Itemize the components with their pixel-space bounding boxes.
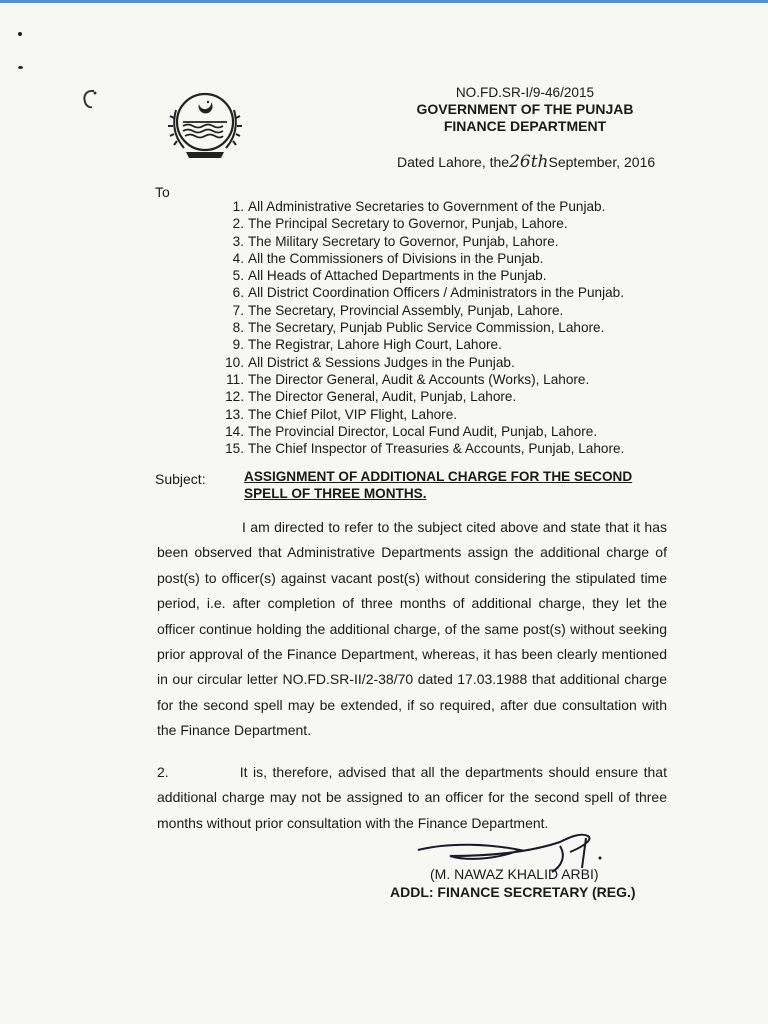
to-label: To [155, 184, 170, 200]
list-item: 7. The Secretary, Provincial Assembly, Punjab, Lahore. [232, 302, 564, 318]
reference-number: NO.FD.SR-I/9-46/2015 [455, 85, 595, 100]
margin-dot [18, 32, 22, 36]
list-item: 2. The Principal Secretary to Governor, Punjab, Lahore. [232, 216, 568, 232]
signer-designation: ADDL: FINANCE SECRETARY (REG.) [390, 884, 636, 900]
list-item: 10. All District & Sessions Judges in the Punjab. [225, 354, 515, 370]
signer-name: (M. NAWAZ KHALID ARBI) [430, 866, 599, 882]
date-prefix: Dated Lahore, the [397, 154, 510, 170]
list-item: 8. The Secretary, Punjab Public Service Commission, Lahore. [232, 320, 605, 336]
department-name: FINANCE DEPARTMENT [443, 118, 607, 134]
page-top-edge [0, 0, 768, 3]
list-item: 13. The Chief Pilot, VIP Flight, Lahore. [225, 406, 458, 422]
punjab-government-crest-icon [166, 88, 244, 168]
margin-dot [18, 66, 23, 69]
date-suffix: September, 2016 [548, 154, 656, 170]
body-paragraph-1 [157, 515, 667, 744]
government-name: GOVERNMENT OF THE PUNJAB [416, 101, 634, 117]
list-item: 1. All Administrative Secretaries to Government of the Punjab. [232, 199, 606, 214]
date-line [397, 152, 655, 172]
paragraph-1-text: I am directed to refer to the subject cited above and state that it has been observed that Administrative Departments assign the additional charge of post(s) to officer(s) against vacant post(s) without considering the stipulated time period, i.e. after completion of three months of additional charge, they let the officer continue holding the additional charge, of the same post(s) without seeking prior approval of the Finance Department, whereas, it has been clearly mentioned in our circular letter NO.FD.SR-II/2-38/70 dated 17.03.1988 that additional charge for the second spell may be extended, if so required, after due consultation with the Finance Department. [157, 519, 667, 739]
list-item: 4. All the Commissioners of Divisions in the Punjab. [232, 250, 544, 266]
list-item: 3. The Military Secretary to Governor, Punjab, Lahore. [232, 233, 559, 249]
subject-heading: ASSIGNMENT OF ADDITIONAL CHARGE FOR THE SECOND SPELL OF THREE MONTHS. [244, 469, 633, 501]
body-paragraph-2 [157, 760, 667, 836]
list-item: 15. The Chief Inspector of Treasuries & Accounts, Punjab, Lahore. [225, 441, 625, 457]
paragraph-2-number: 2. [157, 764, 169, 780]
punch-hole-mark-icon [80, 88, 102, 110]
subject-label: Subject: [155, 471, 206, 487]
list-item: 12. The Director General, Audit, Punjab, Lahore. [225, 389, 517, 405]
handwritten-day: 26th [509, 152, 549, 172]
list-item: 9. The Registrar, Lahore High Court, Lahore. [232, 337, 502, 353]
addressee-list [214, 198, 624, 457]
list-item: 6. All District Coordination Officers / Administrators in the Punjab. [232, 285, 624, 301]
paragraph-2-text: It is, therefore, advised that all the departments should ensure that additional charge may not be assigned to an officer for the second spell of three months without prior consultation with the Finance Department. [157, 764, 667, 831]
list-item: 14. The Provincial Director, Local Fund Audit, Punjab, Lahore. [225, 423, 598, 439]
list-item: 5. All Heads of Attached Departments in the Punjab. [232, 268, 547, 284]
list-item: 11. The Director General, Audit & Accounts (Works), Lahore. [226, 371, 590, 387]
